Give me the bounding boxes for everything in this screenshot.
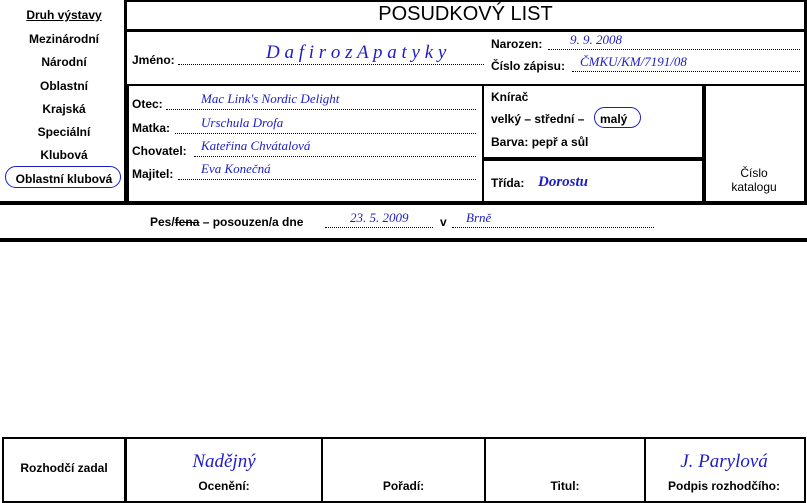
catalog-line1: Číslo <box>740 166 768 180</box>
reg-label: Číslo zápisu: <box>491 59 566 73</box>
name-dots <box>178 64 484 65</box>
class-value[interactable]: Dorostu <box>538 174 589 190</box>
show-type-heading: Druh výstavy <box>26 8 102 22</box>
catalog-top <box>127 84 807 86</box>
breed-title: Knírač <box>491 90 529 104</box>
rating-value[interactable]: Nadějný <box>192 451 256 472</box>
show-type-oblastni[interactable]: Oblastní <box>39 79 88 93</box>
born-label: Narozen: <box>491 37 543 51</box>
judging-line <box>150 215 303 229</box>
selected-size-circle <box>594 107 641 128</box>
judged-label: – posouzen/a dne <box>199 215 304 229</box>
judge-assigned-label: Rozhodčí zadal <box>20 461 108 475</box>
page-title: POSUDKOVÝ LIST <box>378 3 553 25</box>
name-value[interactable]: D a f i r o z A p a t y k y <box>266 42 447 63</box>
name-label: Jméno: <box>132 53 175 67</box>
mother-label: Matka: <box>132 121 171 135</box>
pes-label: Pes/ <box>150 215 175 229</box>
show-type-mezinarodni[interactable]: Mezinárodní <box>28 32 99 46</box>
rating-label: Ocenění: <box>198 479 250 493</box>
owner-label: Majitel: <box>132 167 174 181</box>
owner-value[interactable]: Eva Konečná <box>201 161 271 176</box>
fena-label: fena <box>174 215 200 229</box>
mother-value[interactable]: Urschula Drofa <box>201 115 284 130</box>
judging-place[interactable]: Brně <box>466 210 492 225</box>
show-type-oblastni-klubova[interactable]: Oblastní klubová <box>15 172 113 186</box>
breed-sizes: velký – střední – <box>491 112 585 126</box>
class-label: Třída: <box>491 176 525 190</box>
breeder-dots <box>194 156 476 157</box>
top-border <box>127 0 807 2</box>
breed-size-selected[interactable]: malý <box>600 112 628 126</box>
order-label: Pořadí: <box>382 479 425 493</box>
owner-dots <box>178 179 476 180</box>
show-type-klubova[interactable]: Klubová <box>40 148 88 162</box>
breeder-value[interactable]: Kateřina Chvátalová <box>201 138 311 153</box>
catalog-line2: katalogu <box>731 180 777 194</box>
born-value[interactable]: 9. 9. 2008 <box>570 32 622 47</box>
catalog-label <box>704 166 804 194</box>
title-label: Titul: <box>550 479 580 493</box>
mother-dots <box>175 133 476 134</box>
father-label: Otec: <box>132 97 163 111</box>
reg-dots <box>572 71 800 72</box>
selected-show-type-circle <box>5 166 121 188</box>
father-value[interactable]: Mac Link's Nordic Delight <box>201 91 340 106</box>
father-dots <box>166 109 476 110</box>
show-type-narodni[interactable]: Národní <box>41 55 87 69</box>
show-type-specialni[interactable]: Speciální <box>37 125 91 139</box>
judging-divider <box>0 238 807 242</box>
breeder-label: Chovatel: <box>132 144 187 158</box>
reg-value[interactable]: ČMKU/KM/7191/08 <box>580 54 687 69</box>
date-dots <box>325 227 433 228</box>
title-underline <box>127 29 807 32</box>
born-dots <box>548 49 800 50</box>
judge-signature[interactable]: J. Parylová <box>680 451 768 472</box>
signature-label: Podpis rozhodčího: <box>668 479 780 493</box>
breed-color: Barva: pepř a sůl <box>491 135 589 149</box>
place-label: v <box>440 215 447 229</box>
show-type-krajska[interactable]: Krajská <box>42 102 86 116</box>
judging-date[interactable]: 23. 5. 2009 <box>350 210 409 225</box>
place-dots <box>452 227 654 228</box>
